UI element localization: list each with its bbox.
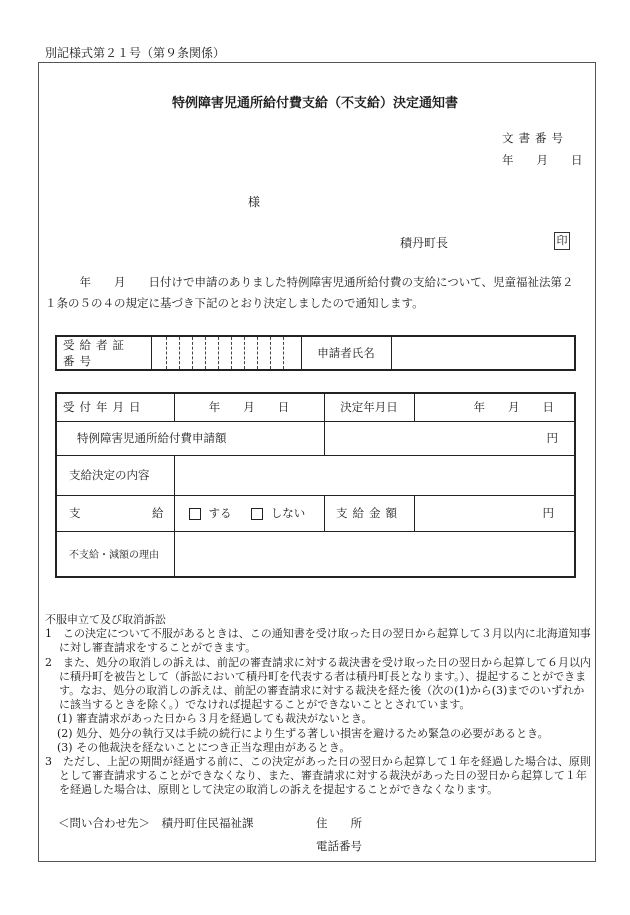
decision-content-field xyxy=(174,455,575,495)
note-2-3: (3) その他裁決を経ないことにつき正当な理由があるとき。 xyxy=(57,740,351,754)
reason-label: 不支給・減額の理由 xyxy=(56,531,174,577)
note-2: 2 また、処分の取消しの訴えは、前記の審査請求に対する裁決書を受け取った日の翌日から起算して６月以内に積丹町を被告として（訴訟において積丹町を代表する者は積丹町長となります。）、提起することができます。なお、処分の取消しの訴えは、前記の審査請求に対する裁決を経た後（次の(1)から(3)までのいずれかに該当するときを除く。）でなければ提起することができないこととされています。 xyxy=(45,655,591,712)
payment-amount-label: 支給金額 xyxy=(324,495,414,531)
checkbox-yes[interactable] xyxy=(189,508,201,520)
received-date-label: 受付年月日 xyxy=(56,393,174,421)
received-date-value: 年 月 日 xyxy=(174,393,324,421)
doc-number: 文書番号 xyxy=(502,131,568,145)
payment-amount-yen: 円 xyxy=(414,495,575,531)
note-1: 1 この決定について不服があるときは、この通知書を受け取った日の翌日から起算して３月以内に北海道知事に対し審査請求をすることができます。 xyxy=(45,627,591,655)
appeal-notes xyxy=(45,613,593,798)
contact-label: ＜問い合わせ先＞ 積丹町住民福祉課 xyxy=(58,816,254,830)
phone-label: 電話番号 xyxy=(316,839,362,853)
option-yes-label: する xyxy=(208,506,232,520)
application-amount-yen: 円 xyxy=(324,421,575,455)
payment-options xyxy=(174,495,324,531)
recipient-suffix: 様 xyxy=(248,195,261,209)
decision-table xyxy=(55,392,576,578)
cert-number-label: 受給者証番号 xyxy=(56,336,151,370)
form-label: 別記様式第２１号（第９条関係） xyxy=(45,46,226,60)
document-title: 特例障害児通所給付費支給（不支給）決定通知書 xyxy=(171,96,458,111)
note-3: 3 ただし、上記の期間が経過する前に、この決定があった日の翌日から起算して１年を経過した場合は、原則として審査請求することができなくなり、また、審査請求に対する裁決があった日の翌日から起算して１年を経過した場合は、原則として決定の取消しの訴えを提起することができなくなります。 xyxy=(45,755,591,797)
applicant-name-label: 申請者氏名 xyxy=(301,336,391,370)
address-label: 住 所 xyxy=(316,816,362,830)
checkbox-no[interactable] xyxy=(251,508,263,520)
payment-label xyxy=(56,495,174,531)
reason-field xyxy=(174,531,575,577)
cert-number-field xyxy=(151,336,301,370)
decision-date-label: 決定年月日 xyxy=(324,393,414,421)
issuer-name: 積丹町長 xyxy=(400,236,449,250)
note-2-1: (1) 審査請求があった日から３月を経過しても裁決がないとき。 xyxy=(57,712,373,726)
seal-mark: 印 xyxy=(554,232,570,250)
applicant-name-field xyxy=(391,336,575,370)
option-no-label: しない xyxy=(270,506,306,520)
note-2-2: (2) 処分、処分の執行又は手続の続行により生ずる著しい損害を避けるため緊急の必要があるとき。 xyxy=(57,726,549,740)
notes-heading: 不服申立て及び取消訴訟 xyxy=(45,613,166,626)
payment-label-b: 給 xyxy=(152,506,164,520)
issue-date: 年 月 日 xyxy=(502,153,583,167)
payment-label-a: 支 xyxy=(69,506,81,520)
recipient-table xyxy=(55,335,576,371)
application-amount-label: 特例障害児通所給付費申請額 xyxy=(56,421,324,455)
decision-content-label: 支給決定の内容 xyxy=(56,455,174,495)
body-text: 年 月 日付けで申請のありました特例障害児通所給付費の支給について、児童福祉法第２１条の５の４の規定に基づき下記のとおり決定しましたので通知します。 xyxy=(45,275,574,310)
decision-date-value: 年 月 日 xyxy=(414,393,575,421)
